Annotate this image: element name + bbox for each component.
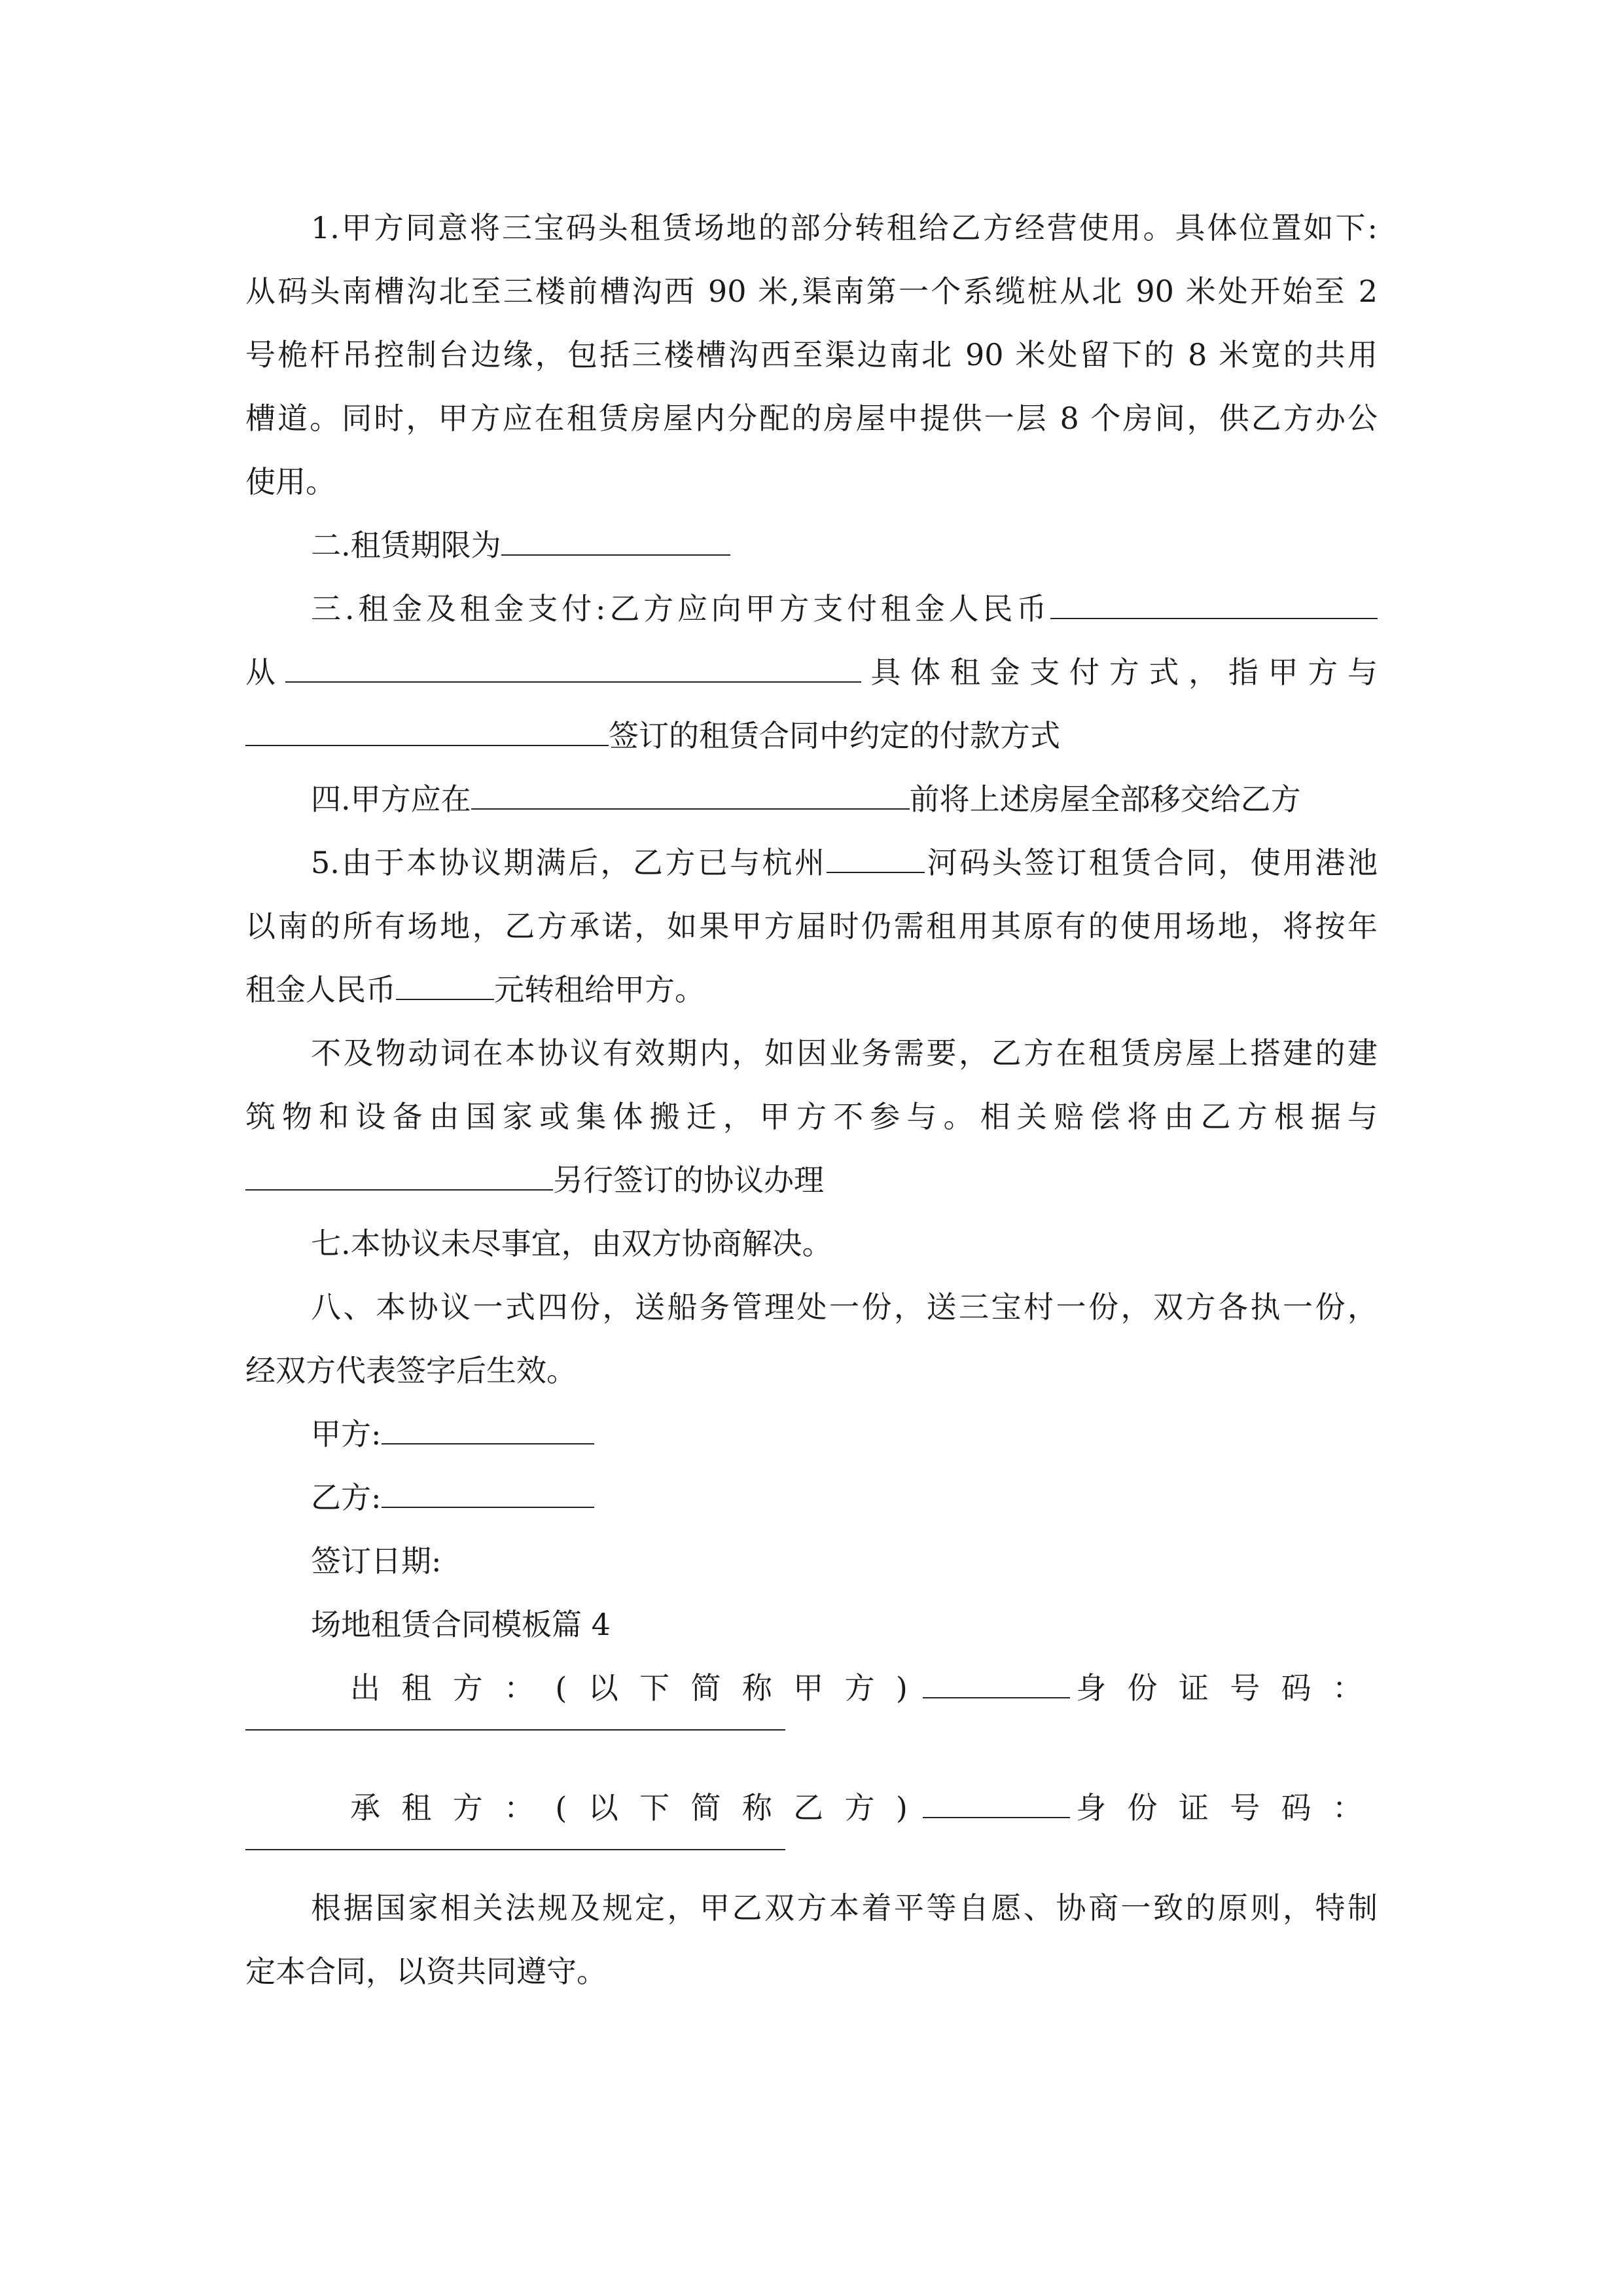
party-a-label: 甲方:: [311, 1416, 382, 1452]
clause-3-line-3-suffix: 签订的租赁合同中约定的付款方式: [609, 718, 1060, 753]
clause-6-line-2: 筑物和设备由国家或集体搬迁，甲方不参与。相关赔偿将由乙方根据与: [245, 1099, 1378, 1134]
party-a-signature-blank: [382, 1418, 594, 1444]
clause-5-line-3-prefix: 租金人民币: [245, 972, 396, 1007]
agreement-party-blank: [245, 1164, 553, 1191]
rent-period-blank: [285, 656, 861, 683]
river-name-blank: [827, 846, 925, 873]
clause-6-line-3: [245, 1149, 1378, 1212]
lessor-label: 出租方：(以下简称甲方): [350, 1670, 923, 1706]
lessee-name-blank: [923, 1791, 1070, 1818]
party-b-label: 乙方:: [311, 1480, 382, 1515]
lessee-id-label: 身份证号码：: [1069, 1790, 1378, 1825]
clause-4-prefix: 四.甲方应在: [311, 781, 471, 817]
signature-party-b: [245, 1466, 1378, 1530]
clause-1: [245, 196, 1378, 514]
party-b-signature-blank: [382, 1481, 594, 1508]
clause-1-line-1: 1.甲方同意将三宝码头租赁场地的部分转租给乙方经营使用。具体位置如下:: [311, 210, 1378, 245]
signature-party-a: [245, 1403, 1378, 1466]
lessor-id-blank: [245, 1729, 785, 1731]
clause-8-line-2: 经双方代表签字后生效。: [245, 1353, 577, 1388]
rent-amount-blank: [1050, 592, 1378, 619]
preamble-line-1: 根据国家相关法规及规定，甲乙双方本着平等自愿、协商一致的原则，特制: [311, 1890, 1378, 1926]
lease-term-blank: [501, 529, 730, 556]
clause-3-line-2: [245, 641, 1378, 704]
clause-2-text: 二.租赁期限为: [311, 528, 501, 563]
clause-6-line-3-suffix: 另行签订的协议办理: [553, 1162, 824, 1198]
clause-5-line-3-suffix: 元转租给甲方。: [494, 972, 705, 1007]
lessor-line: [245, 1657, 1378, 1720]
lessor-name-blank: [923, 1672, 1070, 1698]
clause-1-line-3: 号桅杆吊控制台边缘，包括三楼槽沟西至渠边南北 90 米处留下的 8 米宽的共用: [245, 337, 1378, 372]
clause-8-line-1: 八、本协议一式四份，送船务管理处一份，送三宝村一份，双方各执一份，: [311, 1289, 1378, 1325]
clause-1-line-2: 从码头南槽沟北至三楼前槽沟西 90 米,渠南第一个系缆桩从北 90 米处开始至 2: [245, 274, 1378, 309]
clause-4: [245, 768, 1378, 831]
clause-4-suffix: 前将上述房屋全部移交给乙方: [909, 781, 1301, 817]
lessee-line: [245, 1776, 1378, 1840]
annual-rent-blank: [396, 973, 494, 1000]
clause-5-line-1-prefix: 5.由于本协议期满后，乙方已与杭州: [311, 845, 827, 880]
clause-5-line-1: [245, 831, 1378, 895]
clause-7: 七.本协议未尽事宜，由双方协商解决。: [311, 1226, 832, 1261]
clause-6-line-1: 不及物动词在本协议有效期内，如因业务需要，乙方在租赁房屋上搭建的建: [311, 1035, 1378, 1071]
clause-3-prefix: 三.租金及租金支付:乙方应向甲方支付租金人民币: [311, 591, 1050, 626]
clause-1-line-5: 使用。: [245, 464, 336, 499]
lessee-id-blank: [245, 1849, 785, 1850]
clause-5-line-2: 以南的所有场地，乙方承诺，如果甲方届时仍需租用其原有的使用场地，将按年: [245, 908, 1378, 944]
lessor-id-label: 身份证号码：: [1069, 1670, 1378, 1706]
signing-date: 签订日期:: [311, 1543, 442, 1579]
clause-3-line-2-prefix: 从: [245, 655, 285, 690]
handover-date-blank: [471, 783, 910, 810]
clause-3-line-1: [245, 577, 1378, 641]
contract-party-blank: [245, 719, 609, 746]
clause-3-line-3: [245, 704, 1378, 768]
clause-2: [245, 514, 1378, 577]
clause-3-line-2-suffix: 具体租金支付方式，指甲方与: [861, 655, 1378, 690]
clause-5-line-3: [245, 958, 1378, 1022]
clause-5-line-1-suffix: 河码头签订租赁合同，使用港池: [925, 845, 1378, 880]
preamble-line-2: 定本合同，以资共同遵守。: [245, 1954, 607, 1989]
document-body: [245, 196, 1378, 2003]
lessee-label: 承租方：(以下简称乙方): [350, 1790, 923, 1825]
clause-1-line-4: 槽道。同时，甲方应在租赁房屋内分配的房屋中提供一层 8 个房间，供乙方办公: [245, 401, 1378, 436]
section-title: 场地租赁合同模板篇 4: [311, 1607, 611, 1642]
